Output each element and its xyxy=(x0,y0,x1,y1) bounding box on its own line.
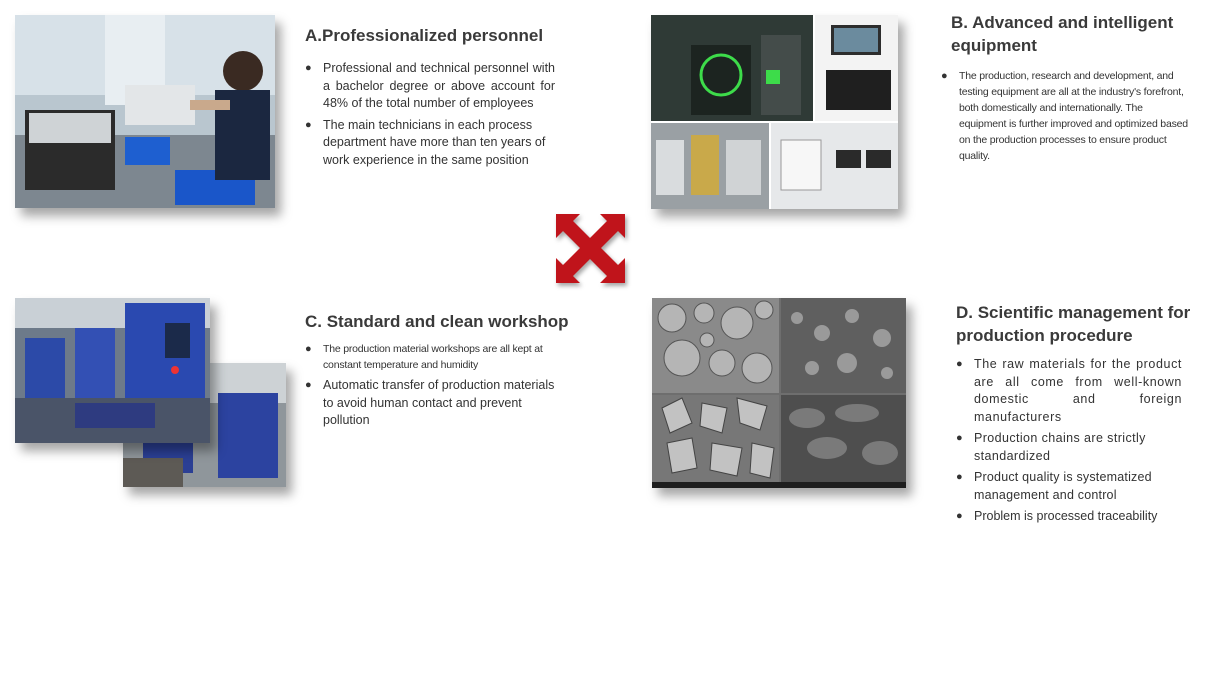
list-item: ● The production, research and development, and testing equipment are all at the industry's forefront, both domestically and internationally. The equipment is further improved and optimized based on the production processes to ensure product quality. xyxy=(941,70,1188,162)
list-item: ● The production material workshops are all kept at constant temperature and humidity xyxy=(305,343,543,371)
list-item: ● Product quality is systematized management and control xyxy=(956,470,1152,502)
workshop-photo-main xyxy=(15,298,210,443)
bullet-icon: ● xyxy=(956,432,964,444)
section-c-title: C. Standard and clean workshop xyxy=(305,312,569,331)
list-item: ● Problem is processed traceability xyxy=(956,508,1182,526)
section-c-list xyxy=(305,341,555,434)
bullet-icon: ● xyxy=(956,358,964,370)
list-item: ● The raw materials for the product are all come from well-known domestic and foreign manufacturers xyxy=(956,357,1182,424)
section-d-list xyxy=(956,356,1182,530)
section-b-title: B. Advanced and intelligent equipment xyxy=(951,13,1174,55)
bullet-icon: ● xyxy=(305,62,312,74)
bullet-icon: ● xyxy=(305,118,312,131)
section-a-title: A.Professionalized personnel xyxy=(305,26,544,45)
list-item: ● Automatic transfer of production materials to avoid human contact and prevent pollution xyxy=(305,378,555,427)
list-item: ● Professional and technical personnel with a bachelor degree or above account for 48% of the total number of employees xyxy=(305,61,555,110)
personnel-photo xyxy=(15,15,275,208)
list-item: ● The main technicians in each process department have more than ten years of work experience in the same position xyxy=(305,117,546,167)
cross-arrows-icon xyxy=(556,214,625,283)
micrograph-photo xyxy=(652,298,906,488)
equipment-photo xyxy=(651,15,898,209)
bullet-icon: ● xyxy=(956,510,963,522)
list-item: ● Production chains are strictly standardized xyxy=(956,431,1146,463)
bullet-icon: ● xyxy=(305,343,312,355)
section-d-title: D. Scientific management for production procedure xyxy=(956,303,1191,345)
section-b-list xyxy=(941,68,1191,168)
bullet-icon: ● xyxy=(941,70,948,82)
bullet-icon: ● xyxy=(305,379,312,391)
bullet-icon: ● xyxy=(956,471,963,483)
section-a-list xyxy=(305,60,555,173)
